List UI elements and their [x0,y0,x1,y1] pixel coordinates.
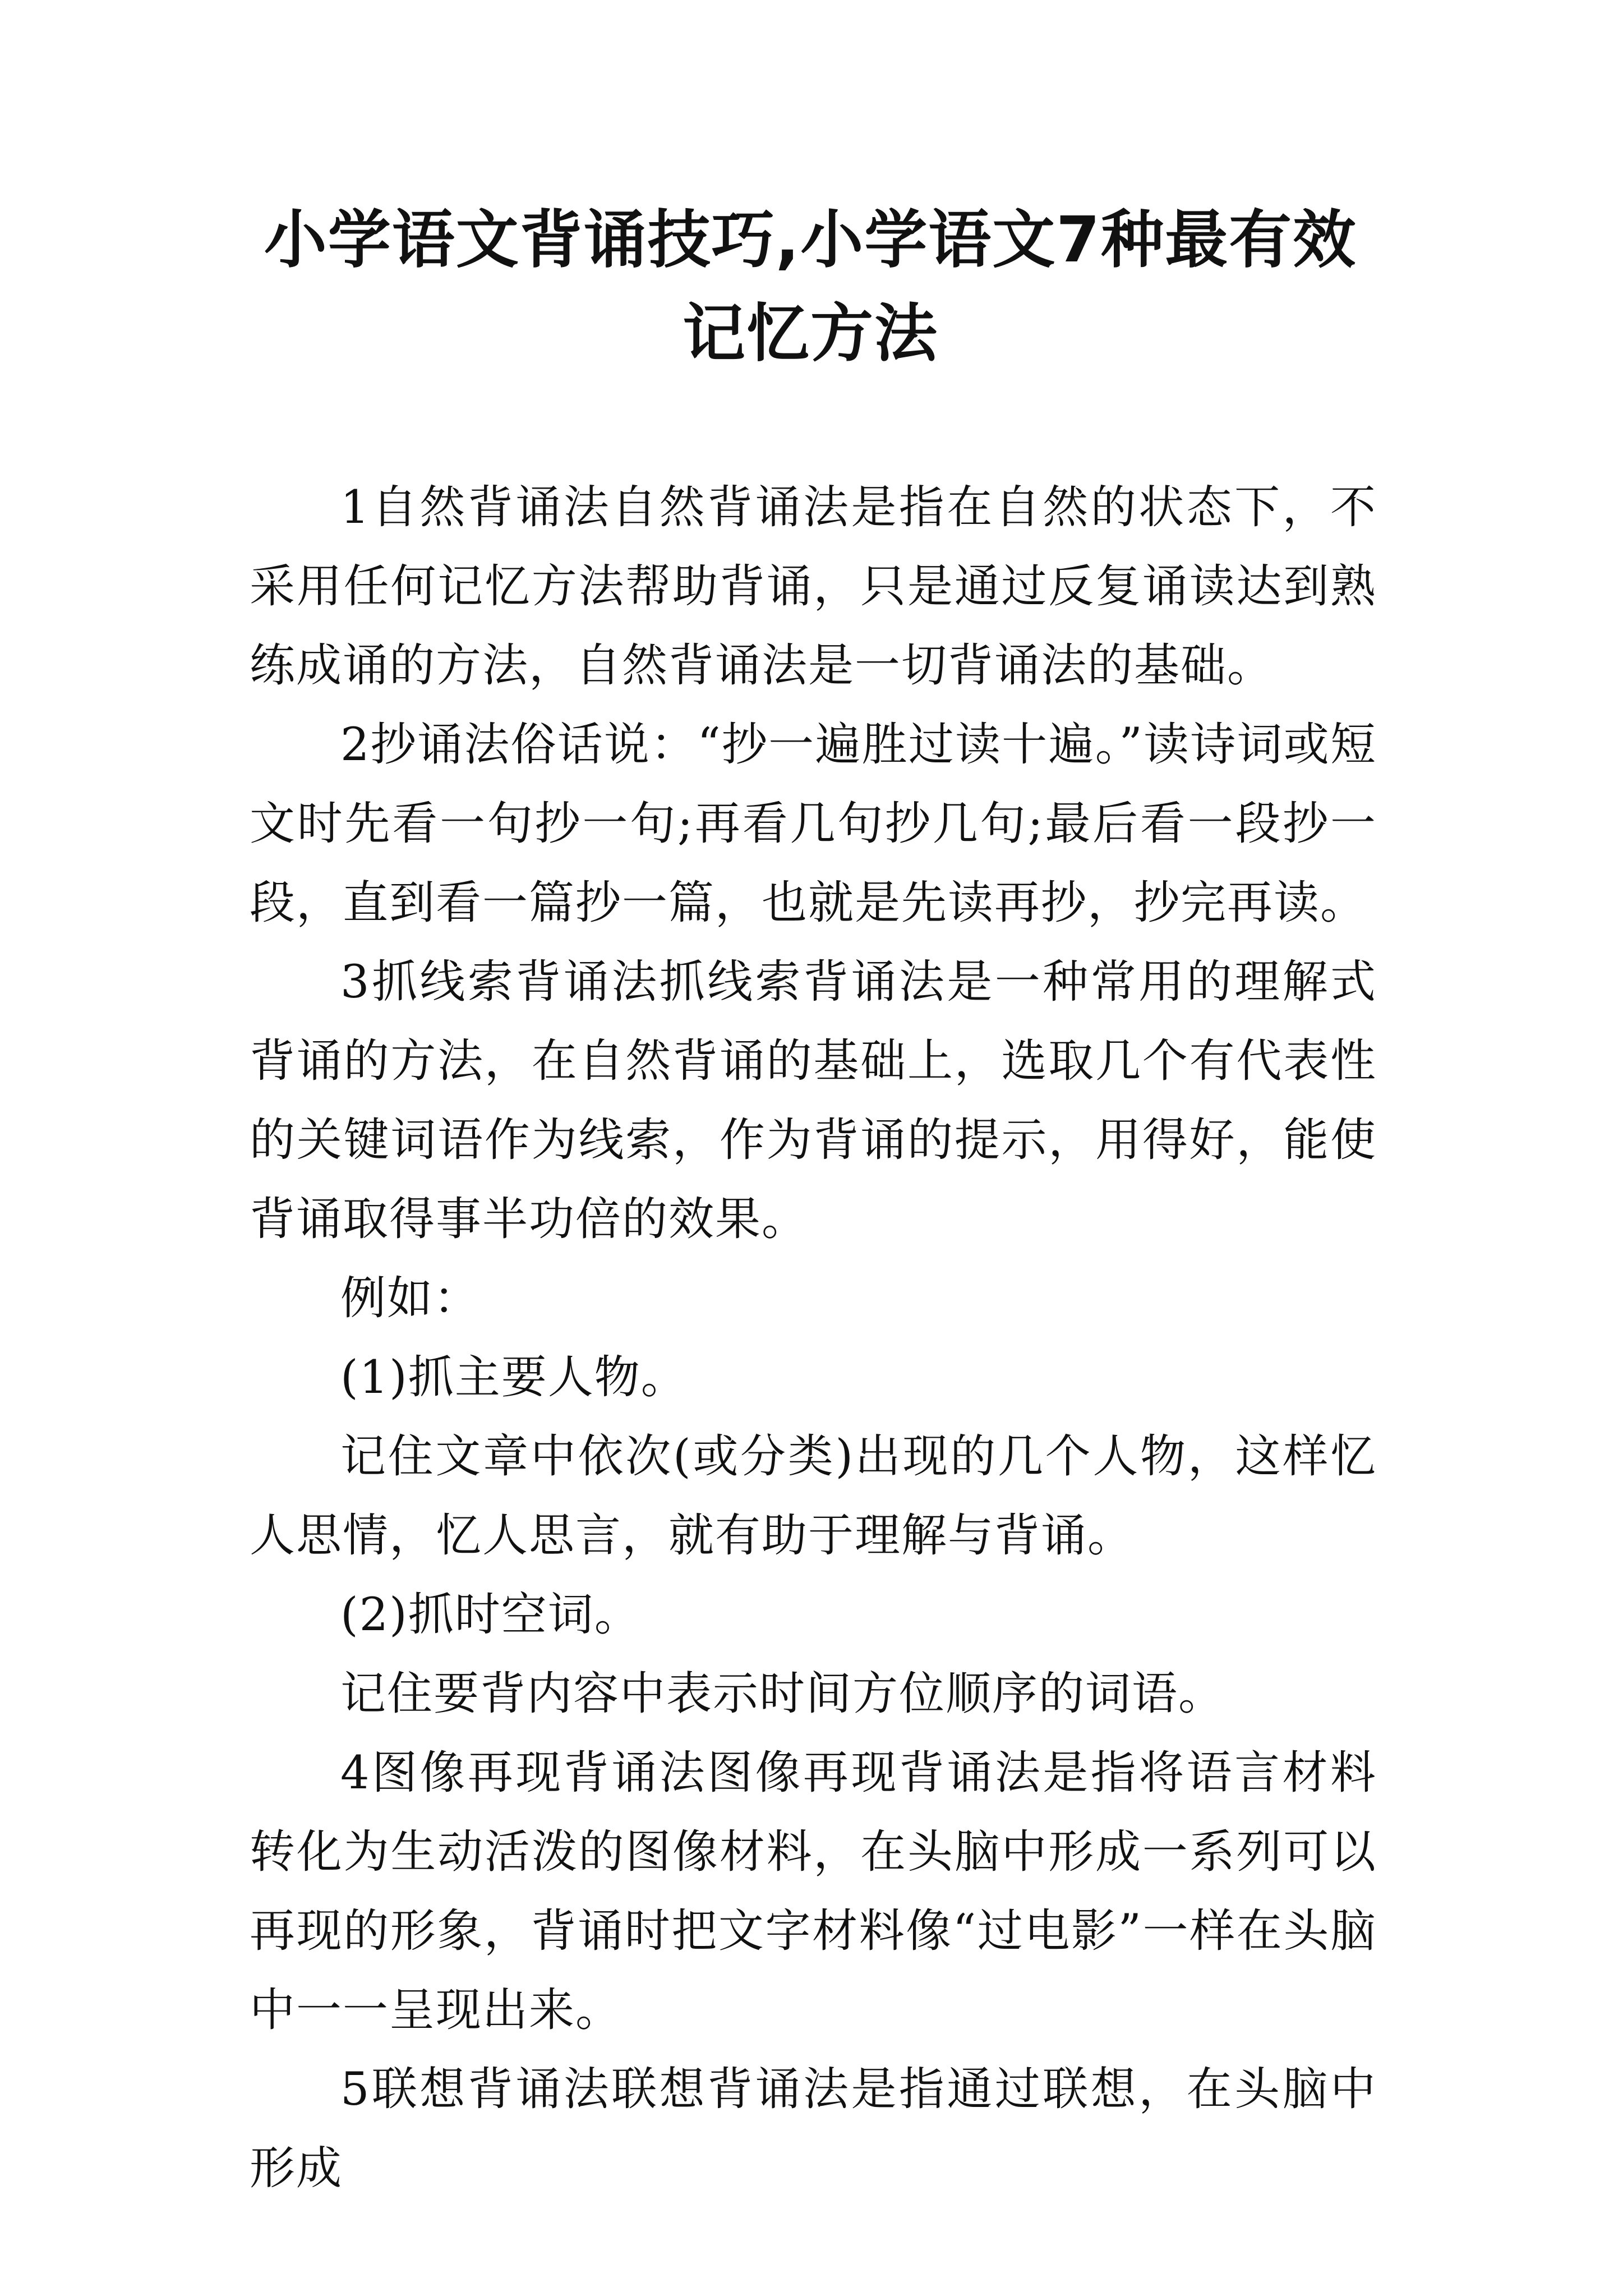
paragraph-association-recitation: 5联想背诵法联想背诵法是指通过联想，在头脑中形成 [250,2063,1377,2195]
paragraph-clue-recitation: 3抓线索背诵法抓线索背诵法是一种常用的理解式背诵的方法，在自然背诵的基础上，选取几个有代表性的关键词语作为线索，作为背诵的提示，用得好，能使背诵取得事半功倍的效果。 [250,956,1377,1246]
paragraph-example-label: 例如： [340,1272,481,1325]
paragraph-main-characters: (1)抓主要人物。 [340,1351,688,1404]
document-title: 小学语文背诵技巧,小学语文7种最有效记忆方法 [264,204,1357,370]
paragraph-natural-recitation: 1自然背诵法自然背诵法是指在自然的状态下，不采用任何记忆方法帮助背诵，只是通过反复诵读达到熟练成诵的方法，自然背诵法是一切背诵法的基础。 [250,481,1377,692]
paragraph-time-space-words: (2)抓时空词。 [340,1589,641,1641]
paragraph-image-recitation: 4图像再现背诵法图像再现背诵法是指将语言材料转化为生动活泼的图像材料，在头脑中形成一系列可以再现的形象，背诵时把文字材料像“过电影”一样在头脑中一一呈现出来。 [250,1747,1377,2037]
document-body [250,468,1377,2208]
paragraph-time-space-detail: 记住要背内容中表示时间方位顺序的词语。 [340,1668,1225,1720]
paragraph-copy-recitation: 2抄诵法俗话说：“抄一遍胜过读十遍。”读诗词或短文时先看一句抄一句;再看几句抄几句;最后看一段抄一段，直到看一篇抄一篇，也就是先读再抄，抄完再读。 [250,719,1377,930]
paragraph-characters-detail: 记住文章中依次(或分类)出现的几个人物，这样忆人思情，忆人思言，就有助于理解与背诵。 [250,1430,1377,1562]
